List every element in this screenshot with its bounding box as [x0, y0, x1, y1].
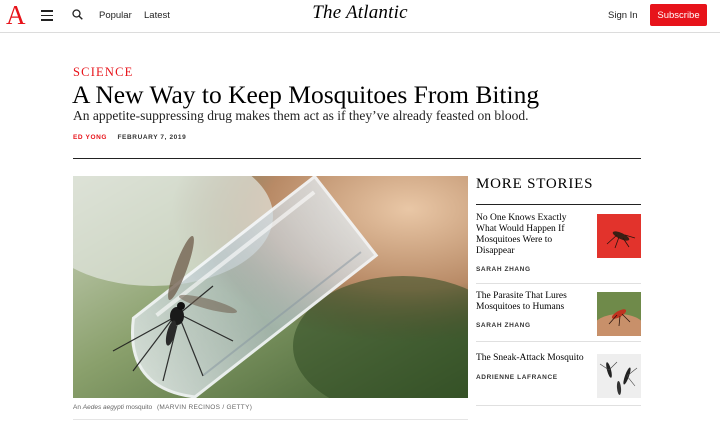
article-headline: A New Way to Keep Mosquitoes From Biting [72, 80, 540, 109]
mosquito-tube-illustration [73, 176, 468, 398]
story-title[interactable]: The Sneak-Attack Mosquito [476, 353, 584, 363]
publish-date: FEBRUARY 7, 2019 [117, 134, 187, 141]
article-dek: An appetite-suppressing drug makes them act as if they’ve already feasted on blood. [73, 108, 529, 123]
nav-latest[interactable]: Latest [144, 10, 170, 21]
caption-species: Aedes aegypti [82, 404, 124, 411]
story-author[interactable]: SARAH ZHANG [476, 322, 531, 329]
mosquitoes-white-thumb [597, 354, 641, 398]
story-item[interactable] [476, 291, 641, 335]
site-header [0, 0, 720, 33]
story-author[interactable]: ADRIENNE LAFRANCE [476, 374, 558, 381]
story-title[interactable]: No One Knows Exactly What Would Happen If Mosquitoes Were to Disappear [476, 213, 567, 256]
story-item[interactable] [476, 213, 641, 277]
story-item[interactable] [476, 353, 641, 399]
story-thumbnail[interactable] [597, 354, 641, 398]
nav-popular[interactable]: Popular [99, 10, 132, 21]
more-stories-heading: MORE STORIES [476, 176, 594, 192]
story-divider [476, 405, 641, 406]
story-divider [476, 341, 641, 342]
byline [73, 134, 186, 141]
section-label[interactable]: SCIENCE [73, 65, 134, 79]
atlantic-logo[interactable]: A [6, 0, 26, 30]
story-title[interactable]: The Parasite That Lures Mosquitoes to Humans [476, 291, 567, 312]
story-divider [476, 283, 641, 284]
author-link[interactable]: ED YONG [73, 134, 108, 141]
brand-wordmark[interactable]: The Atlantic [312, 2, 408, 23]
hero-image [73, 176, 468, 398]
mosquito-skin-thumb [597, 292, 641, 336]
more-stories-rule [476, 204, 641, 205]
header-divider [73, 158, 641, 159]
subscribe-button[interactable]: Subscribe [650, 4, 707, 26]
caption-divider [73, 419, 468, 420]
mosquito-red-thumb [597, 214, 641, 258]
story-author[interactable]: SARAH ZHANG [476, 266, 531, 273]
sign-in-link[interactable]: Sign In [608, 10, 638, 21]
image-caption: An Aedes aegypti mosquito (MARVIN RECINOS / GETTY) [73, 404, 253, 411]
story-thumbnail[interactable] [597, 214, 641, 258]
story-thumbnail[interactable] [597, 292, 641, 336]
image-credit: (MARVIN RECINOS / GETTY) [156, 404, 253, 411]
